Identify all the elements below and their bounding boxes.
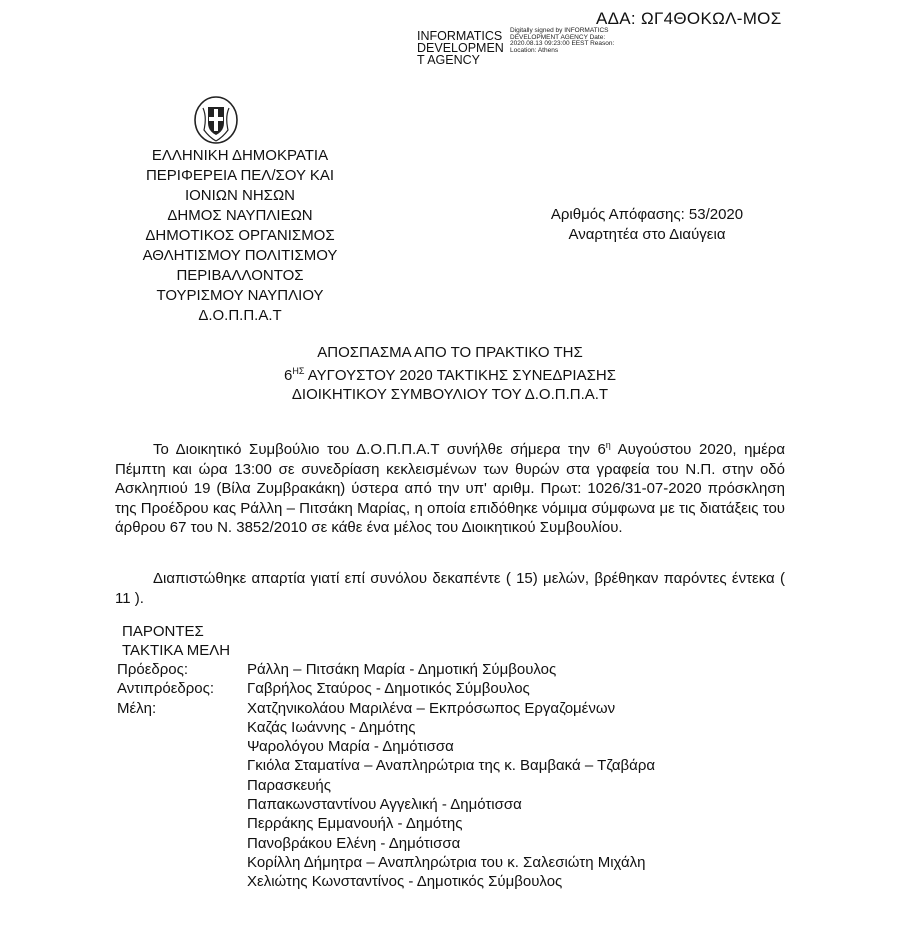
list-item: Παπακωνσταντίνου Αγγελική - Δημότισσα <box>247 796 522 814</box>
paragraph-session: Το Διοικητικό Συμβούλιο του Δ.Ο.Π.Π.Α.Τ συνήλθε σήμερα την $6^\eta$ Αυγούστου 2020, ημέρα Πέμπτη και ώρα 13:00 σε συνεδρίαση κεκλεισμένων των θυρών στα γραφεία του Ν.Π. στην οδό Ασκληπιού 19 (Βίλα Ζυμβρακάκη) ύστερα από την υπ' αριθμ. Πρωτ: 1026/31-07-2020 πρόσκληση της Προέδρου κας Ράλλη – Πιτσάκη Μαρίας, η οποία επιδόθηκε νόμιμα σύμφωνα με τις διατάξεις του άρθρου 67 του Ν. 3852/2010 σε κάθε ένα μέλος του Διοικητικού Συμβουλίου. <box>115 440 786 536</box>
list-item: Αντιπρόεδρος: Γαβρήλος Σταύρος - Δημοτικός Σύμβουλος <box>117 680 530 698</box>
list-item: Πρόεδρος: Ράλλη – Πιτσάκη Μαρία - Δημοτική Σύμβουλος <box>117 661 557 678</box>
decision-number: Αριθμός Απόφασης: 53/2020 <box>550 206 744 223</box>
list-item: Γκιόλα Σταματίνα – Αναπληρώτρια της κ. Βαμβακά – Τζαβάρα <box>247 757 656 775</box>
decision-info <box>527 205 767 245</box>
list-item: Κορίλλη Δήμητρα – Αναπληρώτρια του κ. Σαλεσιώτη Μιχάλη <box>247 853 646 871</box>
header-line: ΔΗΜΟΤΙΚΟΣ ΟΡΓΑΝΙΣΜΟΣ <box>145 227 335 244</box>
header-line: Δ.Ο.Π.Π.Α.Τ <box>198 307 282 324</box>
list-item: Χελιώτης Κωνσταντίνος - Δημοτικός Σύμβουλος <box>247 873 563 891</box>
header-line: ΠΕΡΙΒΑΛΛΟΝΤΟΣ <box>176 267 304 284</box>
title-line-1: ΑΠΟΣΠΑΣΜΑ ΑΠΟ ΤΟ ΠΡΑΚΤΙΚΟ ΤΗΣ <box>317 344 583 361</box>
signature-name: INFORMATICS DEVELOPMEN T AGENCY <box>417 29 504 67</box>
posting-note: Αναρτητέα στο Διαύγεια <box>568 226 726 243</box>
signature-details: Digitally signed by INFORMATICS DEVELOPMENT AGENCY Date: 2020.08.13 09:23:00 EEST Reason: Location: Athens <box>510 27 615 54</box>
ada-code: ΑΔΑ: ΩΓ4ΘΟΚΩΛ-ΜΟΣ <box>596 9 782 28</box>
header-line: ΤΟΥΡΙΣΜΟΥ ΝΑΥΠΛΙΟΥ <box>156 287 324 304</box>
greek-emblem-icon <box>193 95 239 145</box>
header-line: ΑΘΛΗΤΙΣΜΟΥ ΠΟΛΙΤΙΣΜΟΥ <box>142 247 338 264</box>
list-item: Παρασκευής <box>247 776 331 794</box>
title-line-2: $6^{H\Sigma}$ ΑΥΓΟΥΣΤΟΥ 2020 ΤΑΚΤΙΚΗΣ ΣΥΝΕΔΡΙΑΣΗΣ <box>284 366 616 384</box>
title-line-3: ΔΙΟΙΚΗΤΙΚΟΥ ΣΥΜΒΟΥΛΙΟΥ ΤΟΥ Δ.Ο.Π.Π.Α.Τ <box>291 386 609 403</box>
header-line: ΙΟΝΙΩΝ ΝΗΣΩΝ <box>184 187 296 204</box>
paragraph-quorum: Διαπιστώθηκε απαρτία γιατί επί συνόλου δεκαπέντε ( 15) μελών, βρέθηκαν παρόντες έντεκα ( 11 ). <box>115 570 785 607</box>
list-item: Καζάς Ιωάννης - Δημότης <box>247 718 416 736</box>
present-header <box>122 622 230 660</box>
header-line: ΕΛΛΗΝΙΚΗ ΔΗΜΟΚΡΑΤΙΑ <box>151 147 329 164</box>
list-item: Ψαρολόγου Μαρία - Δημότισσα <box>247 738 454 756</box>
header-line: ΠΕΡΙΦΕΡΕΙΑ ΠΕΛ/ΣΟΥ ΚΑΙ <box>145 167 335 184</box>
regular-members-heading: ΤΑΚΤΙΚΑ ΜΕΛΗ <box>122 642 231 659</box>
list-item: Μέλη: Χατζηνικολάου Μαριλένα – Εκπρόσωπος Εργαζομένων <box>117 699 616 717</box>
list-item: Περράκης Εμμανουήλ - Δημότης <box>247 815 463 833</box>
members-list <box>117 660 655 892</box>
header-line: ΔΗΜΟΣ ΝΑΥΠΛΙΕΩΝ <box>167 207 313 224</box>
issuer-header <box>110 146 370 326</box>
list-item: Πανοβράκου Ελένη - Δημότισσα <box>247 834 461 852</box>
document-title <box>200 343 700 404</box>
present-heading: ΠΑΡΟΝΤΕΣ <box>122 623 204 640</box>
